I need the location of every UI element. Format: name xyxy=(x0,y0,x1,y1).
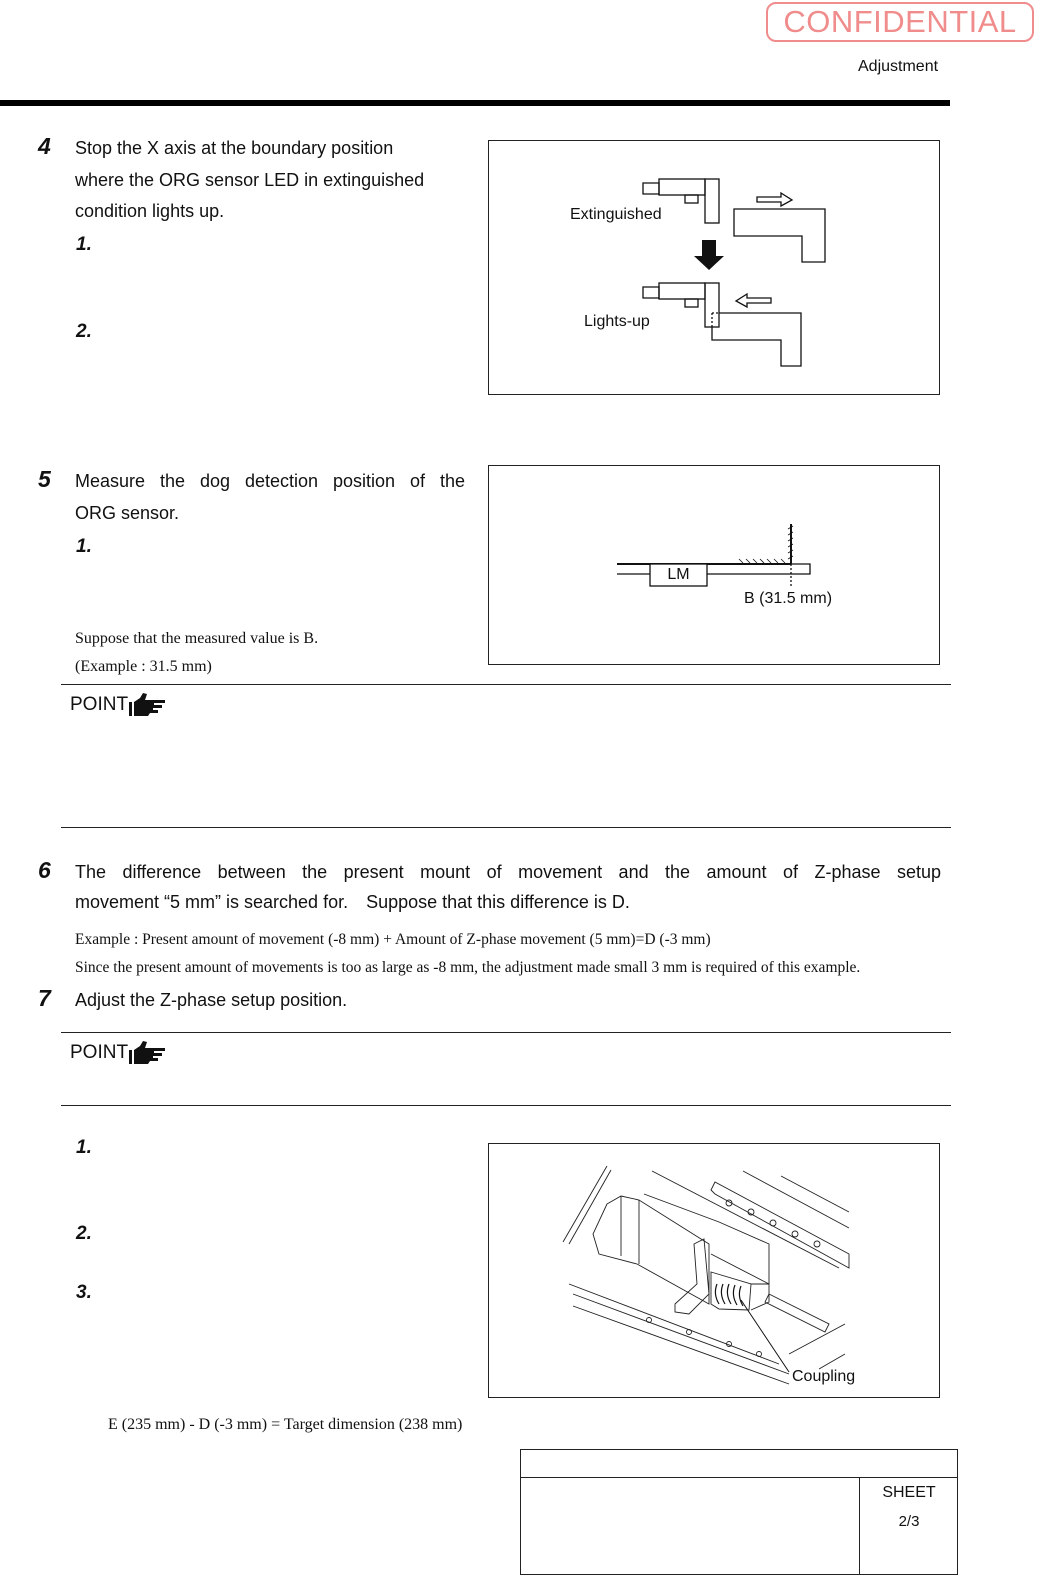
substep-number: 3. xyxy=(76,1282,92,1303)
confidential-stamp: CONFIDENTIAL xyxy=(766,2,1034,42)
step-note xyxy=(75,625,318,681)
sensor-body xyxy=(659,179,705,195)
step-text xyxy=(75,133,424,228)
point-label: POINT xyxy=(70,1042,129,1063)
note-line: Suppose that the measured value is B. xyxy=(75,630,319,647)
dog xyxy=(712,313,801,366)
arrow-left-icon xyxy=(736,294,771,307)
point-rule-top xyxy=(61,1032,951,1033)
sheet-label: SHEET xyxy=(882,1484,936,1501)
sensor-cable xyxy=(643,183,659,194)
sensor-slot xyxy=(705,179,719,223)
arrow-right-icon xyxy=(757,193,792,206)
note-line: Example : Present amount of movement (-8 mm) + Amount of Z-phase movement (5 mm)=D (-3 mm) xyxy=(75,931,711,948)
note-line: Since the present amount of movements is too as large as -8 mm, the adjustment made small 3 mm is required of this example. xyxy=(75,959,861,976)
sensor-diagram xyxy=(489,141,941,396)
figure-label-extinguished: Extinguished xyxy=(570,206,662,223)
dog-detection-figure xyxy=(488,465,940,665)
substep-number: 2. xyxy=(76,321,92,342)
sensor-led-figure xyxy=(488,140,940,395)
dog-detection-diagram xyxy=(489,466,941,666)
point-rule-bottom xyxy=(61,827,951,828)
step-text-line: ORG sensor. xyxy=(75,502,180,523)
pointing-hand-icon xyxy=(128,692,168,718)
point-rule-bottom xyxy=(61,1105,951,1106)
substep-number: 1. xyxy=(76,234,92,255)
title-block xyxy=(520,1449,958,1575)
step-number: 7 xyxy=(38,985,51,1011)
dimension-label: B (31.5 mm) xyxy=(744,590,833,607)
step-number: 5 xyxy=(38,466,51,492)
pointing-hand-icon xyxy=(128,1040,168,1066)
step-text-line: The difference between the present mount of movement and the amount of Z-phase setup xyxy=(75,862,941,882)
coupling-callout-label: Coupling xyxy=(792,1368,856,1385)
figure-label-lights-up: Lights-up xyxy=(584,313,650,330)
step-note xyxy=(75,926,860,982)
substep-number: 1. xyxy=(76,536,92,557)
header-rule xyxy=(0,100,950,106)
step-text xyxy=(75,857,941,917)
step-text-line: Stop the X axis at the boundary position xyxy=(75,138,394,158)
title-block-divider xyxy=(521,1477,957,1478)
sensor-led xyxy=(685,195,698,203)
lm-label: LM xyxy=(667,566,690,583)
coupling-illustration xyxy=(489,1144,941,1399)
substep-number: 1. xyxy=(76,1137,92,1158)
dog xyxy=(734,209,825,262)
step-number: 4 xyxy=(38,133,51,159)
step-text-line: condition lights up. xyxy=(75,201,225,221)
step-text-line: movement “5 mm” is searched for. Suppose that this difference is D. xyxy=(75,892,630,912)
step-number: 6 xyxy=(38,857,51,883)
title-block-divider xyxy=(859,1477,860,1575)
point-rule-top xyxy=(61,684,951,685)
step-text: Adjust the Z-phase setup position. xyxy=(75,990,348,1010)
coupling-figure xyxy=(488,1143,940,1398)
arrow-down-icon xyxy=(694,240,724,270)
point-heading xyxy=(70,1040,168,1066)
point-label: POINT xyxy=(70,694,129,715)
substep-number: 2. xyxy=(76,1223,92,1244)
section-title: Adjustment xyxy=(858,58,939,75)
step-text xyxy=(75,466,465,529)
step-text-line: Measure the dog detection position of the xyxy=(75,471,465,491)
point-heading xyxy=(70,692,168,718)
sheet-number: 2/3 xyxy=(898,1513,920,1530)
note-line: (Example : 31.5 mm) xyxy=(75,658,212,675)
target-dimension-formula: E (235 mm) - D (-3 mm) = Target dimension (238 mm) xyxy=(108,1416,463,1433)
step-text-line: where the ORG sensor LED in extinguished xyxy=(75,169,425,190)
